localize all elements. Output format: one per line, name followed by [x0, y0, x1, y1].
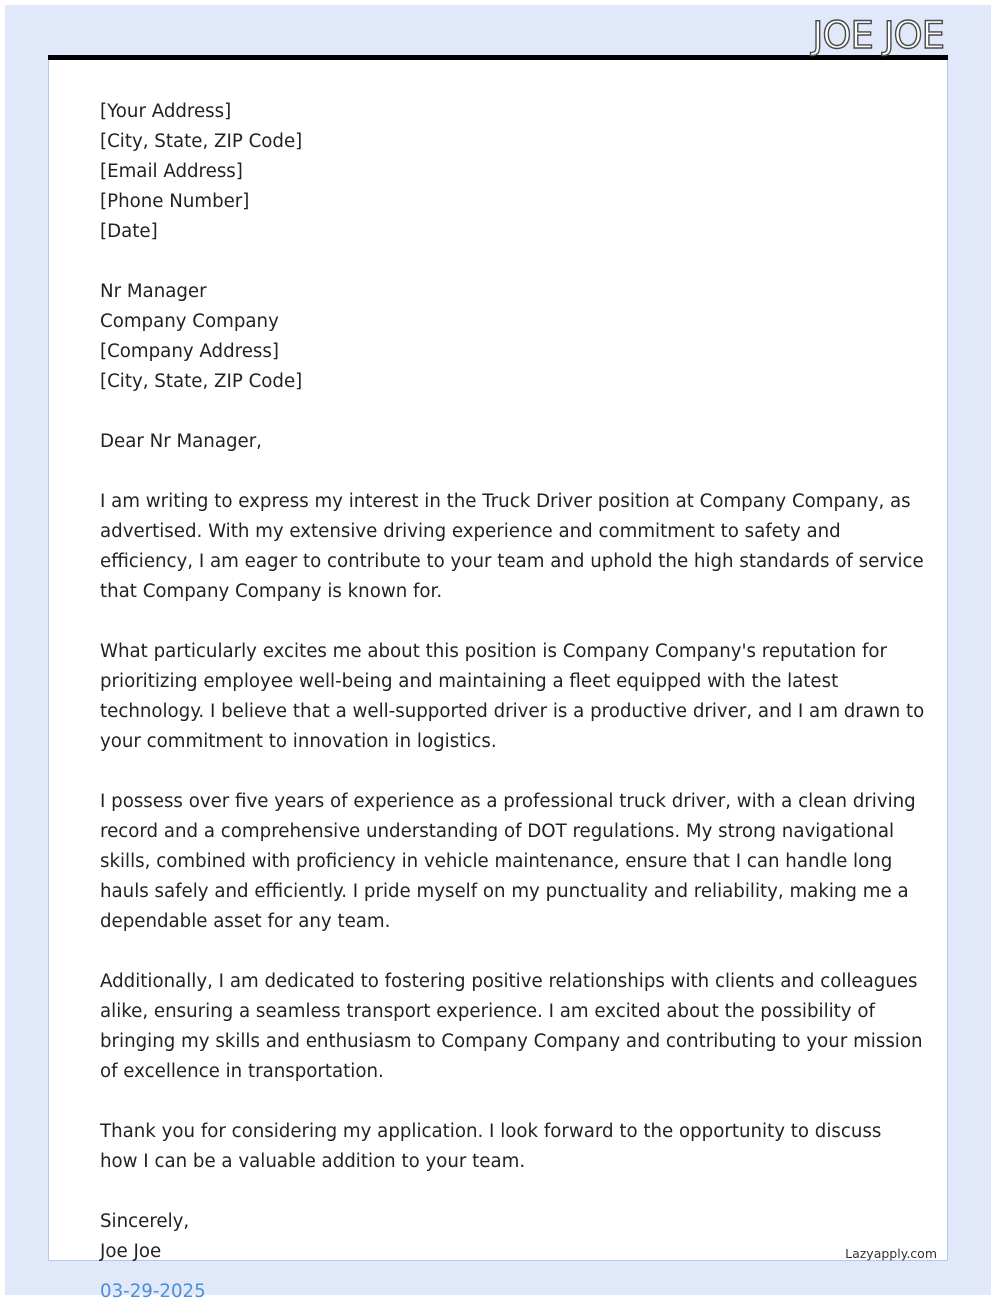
spacer — [100, 1087, 900, 1117]
sender-city-state-zip: [City, State, ZIP Code] — [100, 131, 303, 152]
paragraph-line: Thank you for considering my application. I look forward to the opportunity to discuss — [100, 1121, 882, 1142]
paragraph-line: record and a comprehensive understanding of DOT regulations. My strong navigational — [100, 821, 895, 842]
recipient-name: Nr Manager — [100, 281, 207, 302]
paragraph-line: technology. I believe that a well-supported driver is a productive driver, and I am drawn to — [100, 701, 925, 722]
paragraph-line: hauls safely and efficiently. I pride myself on my punctuality and reliability, making me a — [100, 881, 909, 902]
recipient-city-state-zip: [City, State, ZIP Code] — [100, 371, 303, 392]
sender-block — [100, 97, 900, 247]
paragraph-line: efficiency, I am eager to contribute to your team and uphold the high standards of service — [100, 551, 924, 572]
paragraph-line: of excellence in transportation. — [100, 1061, 384, 1082]
paragraph-line: that Company Company is known for. — [100, 581, 443, 602]
recipient-company: Company Company — [100, 311, 279, 332]
sender-date: [Date] — [100, 221, 158, 242]
paragraph-line: advertised. With my extensive driving experience and commitment to safety and — [100, 521, 841, 542]
paragraph-line: how I can be a valuable addition to your team. — [100, 1151, 526, 1172]
letter-body — [100, 97, 925, 1307]
paragraph-line: skills, combined with proficiency in vehicle maintenance, ensure that I can handle long — [100, 851, 893, 872]
spacer — [100, 607, 900, 637]
watermark: Lazyapply.com — [845, 1246, 937, 1261]
paragraph-line: alike, ensuring a seamless transport experience. I am excited about the possibility of — [100, 1001, 875, 1022]
closing: Sincerely, — [100, 1211, 190, 1232]
spacer — [100, 937, 900, 967]
paragraph-line: dependable asset for any team. — [100, 911, 391, 932]
paragraph-line: bringing my skills and enthusiasm to Company Company and contributing to your mission — [100, 1031, 923, 1052]
recipient-block — [100, 277, 900, 397]
paragraph-line: prioritizing employee well-being and maintaining a fleet equipped with the latest — [100, 671, 839, 692]
paragraph-1 — [100, 487, 924, 607]
footer-date: 03-29-2025 — [100, 1281, 206, 1302]
paragraph-2 — [100, 637, 925, 757]
paragraph-line: I possess over five years of experience as a professional truck driver, with a clean driving — [100, 791, 916, 812]
spacer — [100, 397, 900, 427]
paragraph-3 — [100, 787, 916, 937]
paragraph-line: What particularly excites me about this position is Company Company's reputation for — [100, 641, 888, 662]
spacer — [100, 457, 900, 487]
sender-phone: [Phone Number] — [100, 191, 250, 212]
paragraph-line: Additionally, I am dedicated to fostering positive relationships with clients and colleagues — [100, 971, 918, 992]
paragraph-line: your commitment to innovation in logistics. — [100, 731, 497, 752]
paragraph-5 — [100, 1117, 900, 1177]
header-name: JOE JOE — [812, 14, 944, 57]
salutation: Dear Nr Manager, — [100, 431, 262, 452]
spacer — [100, 247, 900, 277]
sender-address: [Your Address] — [100, 101, 232, 122]
signature-name: Joe Joe — [100, 1241, 162, 1262]
sender-email: [Email Address] — [100, 161, 243, 182]
spacer — [100, 1177, 900, 1207]
spacer — [100, 757, 900, 787]
paragraph-4 — [100, 967, 923, 1087]
recipient-address: [Company Address] — [100, 341, 279, 362]
paragraph-line: I am writing to express my interest in the Truck Driver position at Company Company, as — [100, 491, 911, 512]
